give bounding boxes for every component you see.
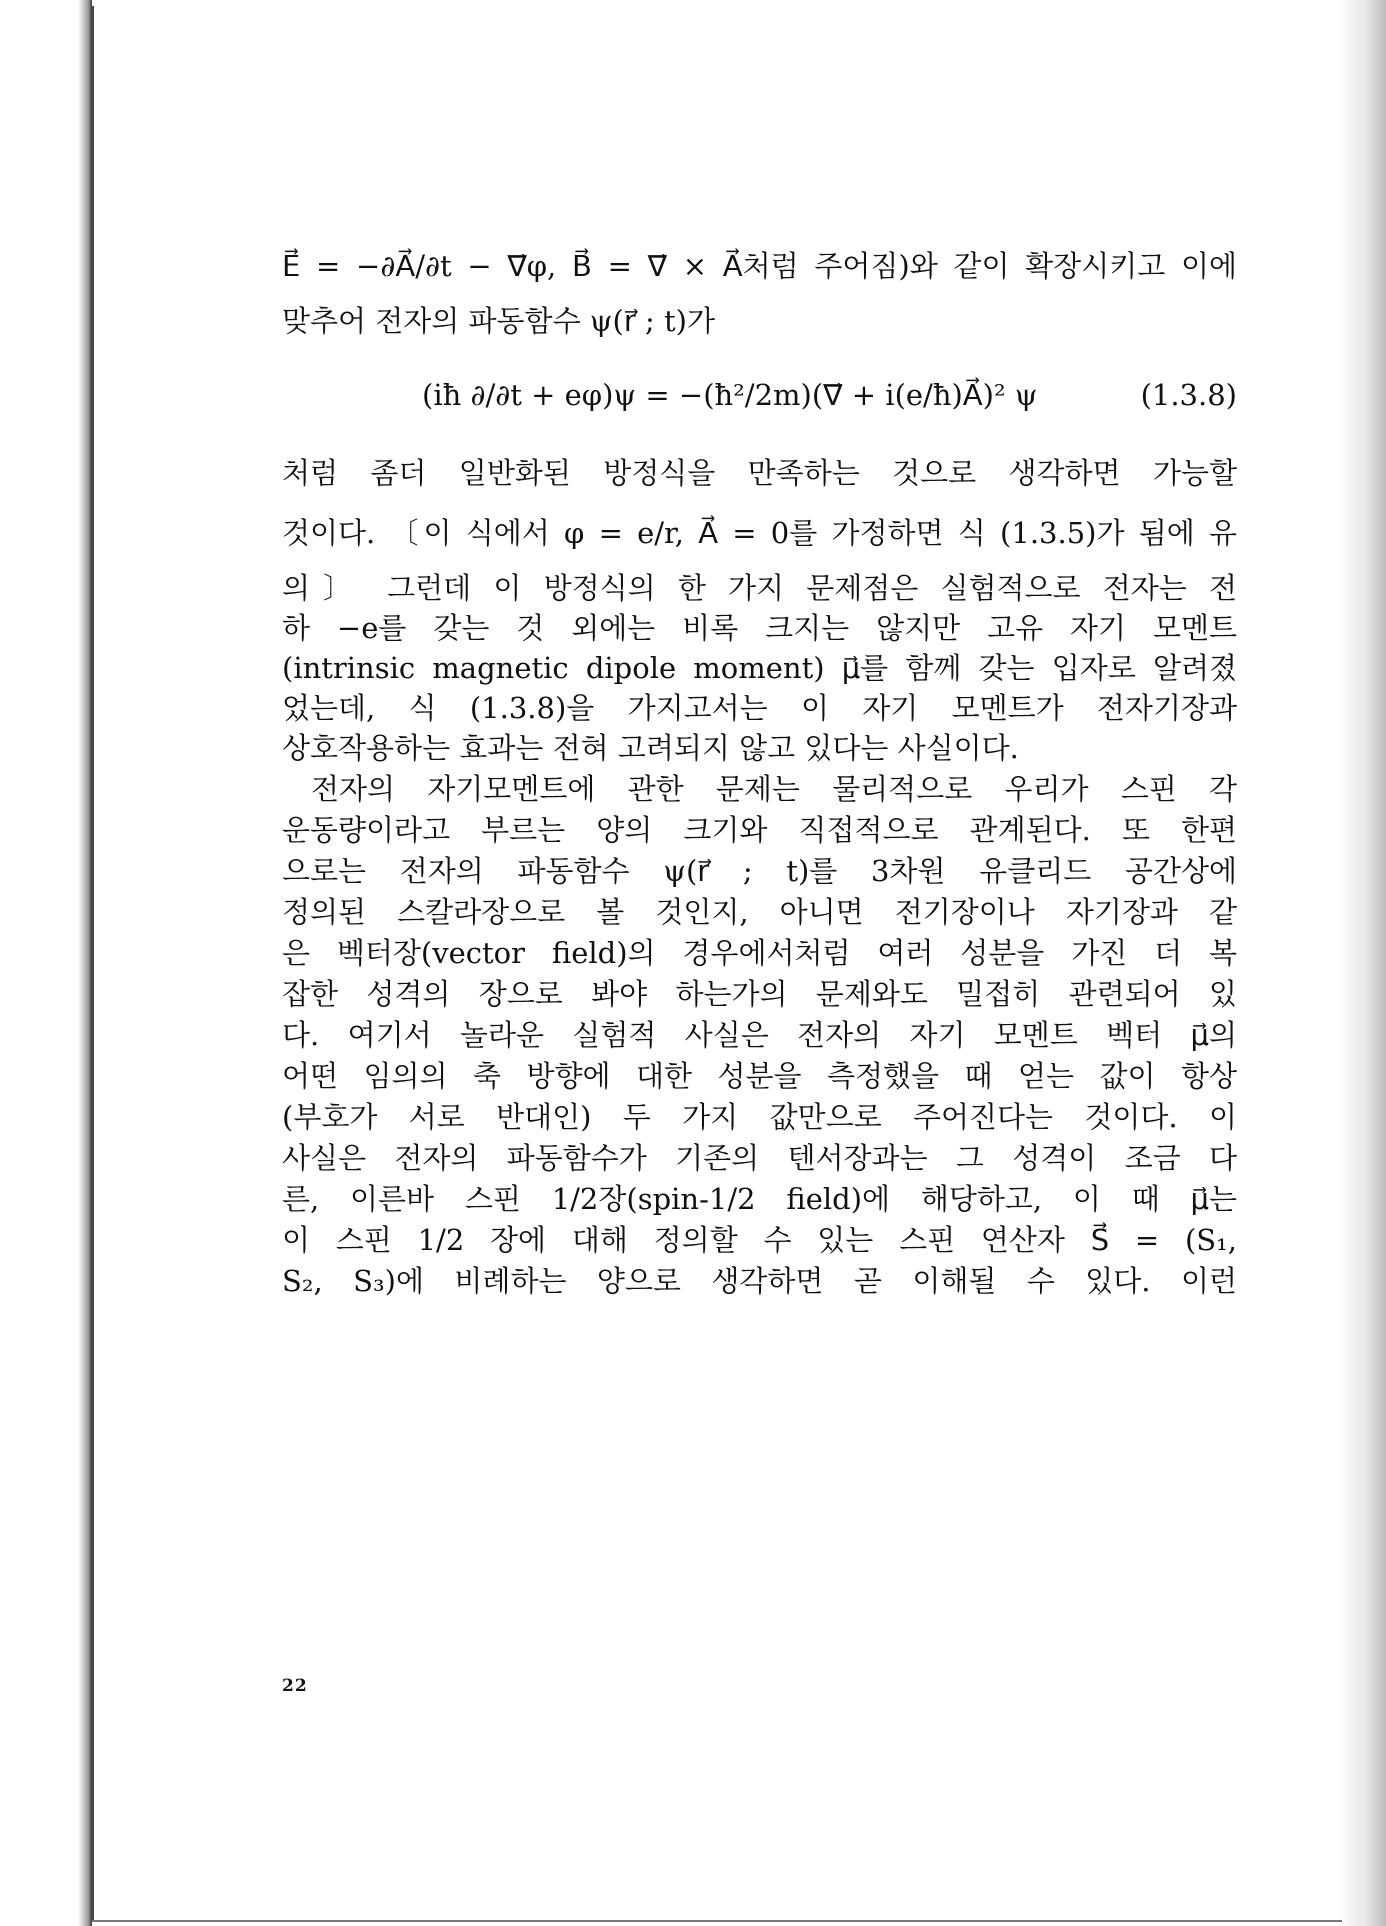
text-line-12: 으로는 전자의 파동함수 ψ(r⃗ ; t)를 3차원 유클리드 공간상에 [282,854,1237,888]
text-line-5: 의〕 그런데 이 방정식의 한 가지 문제점은 실험적으로 전자는 전 [282,571,1237,605]
left-page-shadow [0,0,92,1926]
page-bottom-edge [92,1920,1342,1922]
text-line-2: 맞추어 전자의 파동함수 ψ(r⃗ ; t)가 [282,304,715,338]
equation-1-3-8 [282,365,1237,425]
text-line-7: (intrinsic magnetic dipole moment) μ⃗를 함께 갖는 입자로 알려졌 [282,651,1237,685]
text-line-1: E⃗ = −∂A⃗/∂t − ∇⃗φ, B⃗ = ∇⃗ × A⃗처럼 주어짐)와 같이 확장시키고 이에 [282,249,1237,283]
text-line-13: 정의된 스칼라장으로 볼 것인지, 아니면 전기장이나 자기장과 같 [282,895,1237,929]
text-line-11: 운동량이라고 부르는 양의 크기와 직접적으로 관계된다. 또 한편 [282,813,1237,847]
text-line-22: S₂, S₃)에 비례하는 양으로 생각하면 곧 이해될 수 있다. 이런 [282,1264,1237,1298]
page-number: 22 [282,1676,308,1696]
text-line-16: 다. 여기서 놀라운 실험적 사실은 전자의 자기 모멘트 벡터 μ⃗의 [282,1018,1237,1052]
text-line-15: 잡한 성격의 장으로 봐야 하는가의 문제와도 밀접히 관련되어 있 [282,977,1237,1011]
equation-body: (iħ ∂/∂t + eφ)ψ = −(ħ²/2m)(∇⃗ + i(e/ħ)A⃗)² ψ [422,378,1038,412]
text-line-17: 어떤 임의의 축 방향에 대한 성분을 측정했을 때 얻는 값이 항상 [282,1059,1237,1093]
text-line-18: (부호가 서로 반대인) 두 가지 값만으로 주어진다는 것이다. 이 [282,1100,1237,1134]
text-line-8: 었는데, 식 (1.3.8)을 가지고서는 이 자기 모멘트가 전자기장과 [282,691,1237,725]
text-line-20: 른, 이른바 스핀 1/2장(spin-1/2 field)에 해당하고, 이 때 μ⃗는 [282,1182,1237,1216]
text-line-19: 사실은 전자의 파동함수가 기존의 텐서장과는 그 성격이 조금 다 [282,1141,1237,1175]
right-page-shadow [1338,0,1386,1926]
text-line-3: 처럼 좀더 일반화된 방정식을 만족하는 것으로 생각하면 가능할 [282,456,1237,490]
text-line-6: 하 −e를 갖는 것 외에는 비록 크지는 않지만 고유 자기 모멘트 [282,611,1237,645]
text-line-4: 것이다. 〔이 식에서 φ = e/r, A⃗ = 0를 가정하면 식 (1.3.5)가 됨에 유 [282,516,1237,550]
text-line-9: 상호작용하는 효과는 전혀 고려되지 않고 있다는 사실이다. [282,731,1019,765]
paragraph-2-line-1: 전자의 자기모멘트에 관한 문제는 물리적으로 우리가 스핀 각 [311,772,1237,806]
text-line-14: 은 벡터장(vector field)의 경우에서처럼 여러 성분을 가진 더 복 [282,936,1237,970]
equation-number: (1.3.8) [1140,378,1237,412]
text-line-21: 이 스핀 1/2 장에 대해 정의할 수 있는 스핀 연산자 S⃗ = (S₁, [282,1223,1237,1257]
